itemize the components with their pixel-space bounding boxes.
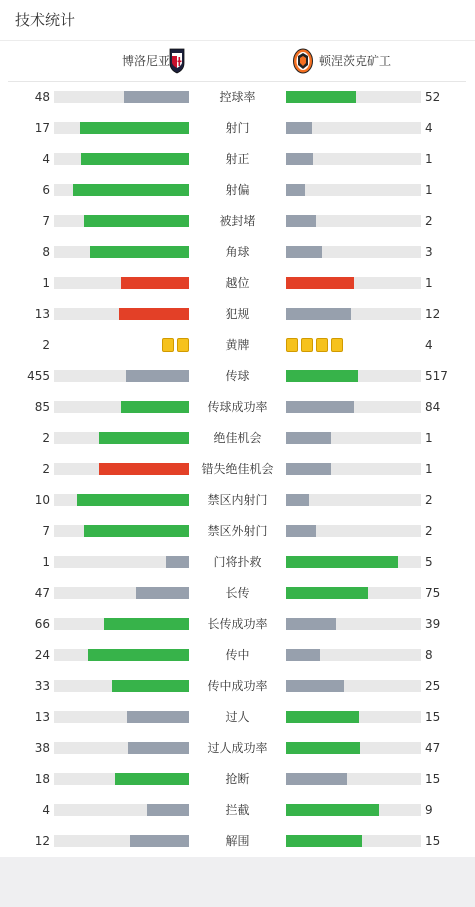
away-stat-value: 12	[425, 307, 441, 321]
stat-label: 传球	[225, 369, 250, 383]
away-stat-bar-track	[286, 742, 421, 754]
home-stat-value: 2	[42, 431, 50, 445]
away-stat-value: 1	[425, 183, 433, 197]
away-stat-value: 1	[425, 462, 433, 476]
home-stat-bar-fill	[166, 556, 189, 568]
stat-label: 解围	[225, 834, 250, 848]
away-stat-bar-track	[286, 153, 421, 165]
home-stat-value: 1	[42, 555, 50, 569]
stat-label: 被封堵	[219, 214, 256, 228]
stat-row	[0, 516, 475, 547]
away-stat-bar-track	[286, 463, 421, 475]
yellow-card-icon	[286, 338, 298, 352]
stat-label: 控球率	[219, 90, 256, 104]
away-stat-bar-track	[286, 215, 421, 227]
away-stat-value: 15	[425, 710, 441, 724]
stat-label: 禁区外射门	[207, 524, 268, 538]
stat-label: 过人	[225, 710, 250, 724]
away-stat-bar-track	[286, 91, 421, 103]
home-stat-value: 33	[34, 679, 50, 693]
away-stat-value: 5	[425, 555, 433, 569]
home-stat-bar-track	[54, 525, 189, 537]
away-stat-bar-fill	[286, 432, 331, 444]
stat-row	[0, 361, 475, 392]
away-stat-bar-fill	[286, 122, 312, 134]
away-stat-value: 2	[425, 493, 433, 507]
stat-row	[0, 268, 475, 299]
stat-label: 抢断	[225, 772, 250, 786]
home-stat-bar-fill	[81, 153, 189, 165]
home-stat-bar-fill	[112, 680, 189, 692]
home-stat-bar-track	[54, 649, 189, 661]
home-stat-bar-fill	[136, 587, 189, 599]
home-stat-bar-fill	[115, 773, 189, 785]
away-stat-bar-fill	[286, 401, 354, 413]
home-stat-bar-track	[54, 463, 189, 475]
home-stat-bar-track	[54, 277, 189, 289]
away-stat-value: 39	[425, 617, 441, 631]
away-stat-value: 15	[425, 834, 441, 848]
home-stat-bar-track	[54, 215, 189, 227]
home-yellow-cards	[162, 338, 189, 352]
home-stat-value: 48	[34, 90, 50, 104]
away-stat-bar-fill	[286, 773, 347, 785]
home-stat-value: 38	[34, 741, 50, 755]
home-stat-value: 2	[42, 338, 50, 352]
stat-row	[0, 578, 475, 609]
yellow-card-icon	[301, 338, 313, 352]
away-stat-value: 15	[425, 772, 441, 786]
away-stat-bar-fill	[286, 680, 344, 692]
stat-row	[0, 175, 475, 206]
home-stat-bar-track	[54, 742, 189, 754]
away-stat-bar-fill	[286, 742, 360, 754]
home-stat-bar-track	[54, 680, 189, 692]
stat-row	[0, 609, 475, 640]
away-yellow-cards	[286, 338, 343, 352]
away-stat-value: 1	[425, 431, 433, 445]
away-stat-bar-track	[286, 432, 421, 444]
yellow-card-icon	[162, 338, 174, 352]
away-stat-bar-fill	[286, 525, 316, 537]
home-stat-bar-track	[54, 494, 189, 506]
away-stat-bar-track	[286, 649, 421, 661]
stat-row	[0, 237, 475, 268]
home-stat-bar-fill	[119, 308, 189, 320]
away-stat-bar-fill	[286, 494, 309, 506]
stat-label: 越位	[225, 276, 250, 290]
footer-background	[0, 857, 475, 907]
home-stat-value: 24	[34, 648, 50, 662]
stat-row	[0, 826, 475, 857]
home-stat-bar-fill	[84, 215, 189, 227]
home-stat-value: 7	[42, 524, 50, 538]
home-stat-bar-track	[54, 587, 189, 599]
home-stat-value: 6	[42, 183, 50, 197]
away-stat-bar-fill	[286, 91, 356, 103]
stat-row	[0, 454, 475, 485]
away-stat-bar-fill	[286, 370, 358, 382]
away-stat-bar-track	[286, 122, 421, 134]
away-stat-bar-track	[286, 711, 421, 723]
home-stat-bar-track	[54, 246, 189, 258]
stat-label: 拦截	[225, 803, 250, 817]
stat-label: 黄牌	[225, 338, 250, 352]
stat-row	[0, 423, 475, 454]
stat-row	[0, 206, 475, 237]
away-stat-value: 4	[425, 121, 433, 135]
away-stat-value: 52	[425, 90, 441, 104]
stat-label: 长传	[225, 586, 250, 600]
stat-label: 传中	[225, 648, 250, 662]
stat-row	[0, 82, 475, 113]
home-stat-bar-fill	[88, 649, 189, 661]
home-stat-bar-track	[54, 804, 189, 816]
away-stat-bar-track	[286, 277, 421, 289]
home-stat-bar-fill	[124, 91, 189, 103]
away-stat-bar-track	[286, 525, 421, 537]
away-stat-value: 2	[425, 214, 433, 228]
home-stat-value: 66	[34, 617, 50, 631]
home-stat-value: 17	[34, 121, 50, 135]
away-stat-bar-track	[286, 370, 421, 382]
away-stat-bar-track	[286, 401, 421, 413]
away-stat-bar-track	[286, 587, 421, 599]
away-stat-bar-track	[286, 804, 421, 816]
away-stat-bar-track	[286, 308, 421, 320]
stat-label: 门将扑救	[213, 555, 262, 569]
home-stat-value: 4	[42, 152, 50, 166]
stat-row	[0, 113, 475, 144]
stat-row	[0, 640, 475, 671]
home-stat-value: 47	[34, 586, 50, 600]
home-stat-bar-track	[54, 556, 189, 568]
away-stat-bar-fill	[286, 215, 316, 227]
away-stat-bar-fill	[286, 711, 359, 723]
away-stat-value: 47	[425, 741, 441, 755]
yellow-card-icon	[177, 338, 189, 352]
away-stat-bar-fill	[286, 277, 354, 289]
teams-header	[8, 41, 466, 82]
away-team-name: 顿涅茨克矿工	[319, 54, 392, 68]
stat-label: 过人成功率	[207, 741, 268, 755]
away-stat-bar-track	[286, 246, 421, 258]
away-stat-bar-fill	[286, 463, 331, 475]
stat-row	[0, 485, 475, 516]
away-stat-bar-track	[286, 494, 421, 506]
stat-row	[0, 547, 475, 578]
away-stat-bar-track	[286, 618, 421, 630]
bologna-crest-icon	[168, 48, 186, 74]
home-stat-bar-fill	[73, 184, 189, 196]
yellow-card-icon	[331, 338, 343, 352]
home-stat-bar-fill	[128, 742, 189, 754]
away-stat-value: 2	[425, 524, 433, 538]
stat-label: 角球	[225, 245, 250, 259]
stat-row	[0, 764, 475, 795]
stat-row	[0, 671, 475, 702]
away-stat-bar-fill	[286, 556, 398, 568]
home-stat-bar-fill	[130, 835, 189, 847]
home-stat-value: 8	[42, 245, 50, 259]
home-stat-value: 13	[34, 710, 50, 724]
home-stat-bar-fill	[126, 370, 189, 382]
stat-label: 射偏	[225, 183, 250, 197]
stat-label: 射正	[225, 152, 250, 166]
home-stat-value: 85	[34, 400, 50, 414]
home-stat-bar-track	[54, 711, 189, 723]
home-stat-bar-track	[54, 432, 189, 444]
home-stat-value: 10	[34, 493, 50, 507]
home-stat-bar-track	[54, 91, 189, 103]
home-stat-bar-fill	[127, 711, 189, 723]
away-stat-value: 4	[425, 338, 433, 352]
home-stat-bar-fill	[99, 463, 189, 475]
stat-label: 错失绝佳机会	[201, 462, 274, 476]
away-stat-value: 84	[425, 400, 441, 414]
home-stat-bar-fill	[84, 525, 189, 537]
stat-row	[0, 330, 475, 361]
away-stat-value: 3	[425, 245, 433, 259]
home-stat-bar-fill	[77, 494, 189, 506]
stat-row	[0, 144, 475, 175]
home-stat-bar-track	[54, 308, 189, 320]
home-stat-bar-fill	[80, 122, 189, 134]
stat-label: 射门	[225, 121, 250, 135]
away-stat-value: 9	[425, 803, 433, 817]
yellow-card-icon	[316, 338, 328, 352]
home-stat-bar-fill	[121, 277, 189, 289]
home-stat-value: 4	[42, 803, 50, 817]
home-stat-value: 2	[42, 462, 50, 476]
home-stat-bar-track	[54, 835, 189, 847]
home-team-name: 博洛尼亚	[121, 54, 170, 68]
page-title: 技术统计	[15, 11, 76, 29]
away-stat-value: 75	[425, 586, 441, 600]
home-stat-bar-track	[54, 618, 189, 630]
stat-label: 犯规	[225, 307, 250, 321]
away-stat-value: 1	[425, 276, 433, 290]
home-stat-bar-track	[54, 184, 189, 196]
away-stat-bar-track	[286, 773, 421, 785]
home-stat-value: 12	[34, 834, 50, 848]
away-stat-bar-fill	[286, 835, 362, 847]
home-stat-value: 18	[34, 772, 50, 786]
away-stat-bar-fill	[286, 804, 379, 816]
home-stat-value: 455	[27, 369, 50, 383]
stat-row	[0, 733, 475, 764]
away-stat-bar-track	[286, 680, 421, 692]
away-stat-bar-fill	[286, 153, 313, 165]
stat-label: 传中成功率	[207, 679, 268, 693]
away-stat-value: 25	[425, 679, 441, 693]
away-stat-bar-fill	[286, 587, 368, 599]
stat-row	[0, 392, 475, 423]
away-stat-value: 517	[425, 369, 448, 383]
stat-label: 长传成功率	[207, 617, 268, 631]
home-stat-bar-fill	[121, 401, 189, 413]
away-stat-value: 8	[425, 648, 433, 662]
away-stat-value: 1	[425, 152, 433, 166]
home-stat-value: 7	[42, 214, 50, 228]
stat-label: 禁区内射门	[207, 493, 268, 507]
home-stat-bar-fill	[99, 432, 189, 444]
away-stat-bar-fill	[286, 308, 351, 320]
away-stat-bar-track	[286, 184, 421, 196]
home-stat-bar-track	[54, 153, 189, 165]
home-stat-bar-track	[54, 122, 189, 134]
stat-label: 绝佳机会	[213, 431, 262, 445]
home-stat-bar-fill	[147, 804, 189, 816]
away-stat-bar-fill	[286, 246, 322, 258]
away-stat-bar-fill	[286, 184, 305, 196]
stat-row	[0, 702, 475, 733]
away-stat-bar-fill	[286, 618, 336, 630]
home-stat-bar-fill	[104, 618, 189, 630]
shakhtar-crest-icon	[292, 48, 314, 74]
stat-label: 传球成功率	[207, 400, 268, 414]
stat-row	[0, 795, 475, 826]
home-stat-bar-fill	[90, 246, 189, 258]
home-stat-value: 1	[42, 276, 50, 290]
home-stat-bar-track	[54, 370, 189, 382]
home-stat-value: 13	[34, 307, 50, 321]
home-stat-bar-track	[54, 773, 189, 785]
away-stat-bar-fill	[286, 649, 320, 661]
home-stat-bar-track	[54, 401, 189, 413]
away-stat-bar-track	[286, 835, 421, 847]
away-stat-bar-track	[286, 556, 421, 568]
stat-row	[0, 299, 475, 330]
